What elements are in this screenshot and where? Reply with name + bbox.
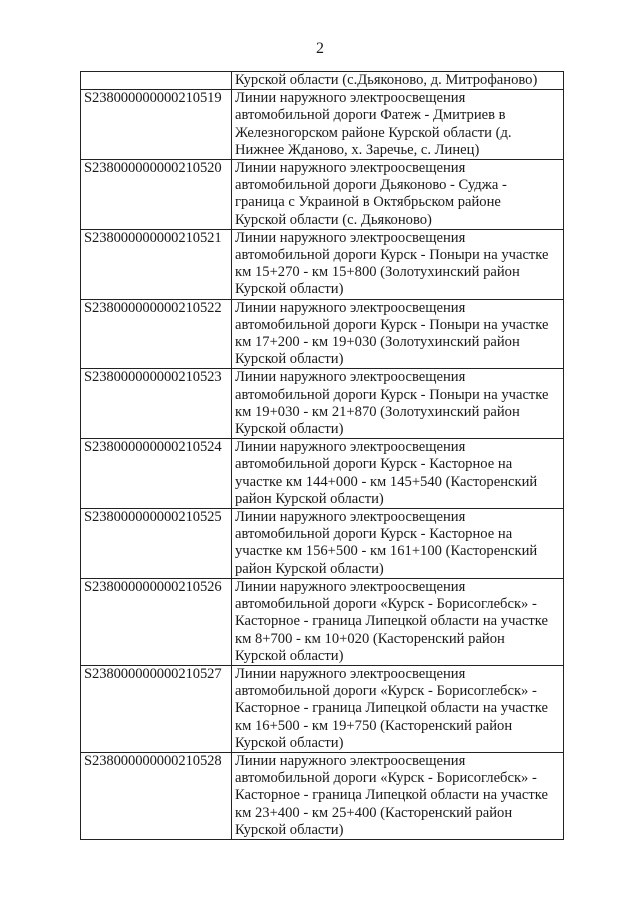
object-name-line: Линии наружного электроосвещения <box>235 90 466 107</box>
table-row <box>81 752 564 839</box>
object-name-cell <box>232 439 564 509</box>
object-name-line: участке км 156+500 - км 161+100 (Касторенский <box>235 543 538 560</box>
object-name-line: Курской области (с.Дьяконово, д. Митрофаново) <box>235 72 538 88</box>
object-name-line: Линии наружного электроосвещения <box>235 229 466 246</box>
object-name-line: Линии наружного электроосвещения <box>235 299 466 316</box>
object-name-line: Курской области) <box>235 351 344 368</box>
object-name-line: Линии наружного электроосвещения <box>235 439 466 456</box>
object-name-line: автомобильной дороги Курск - Касторное на <box>235 456 513 473</box>
table-row <box>81 299 564 369</box>
object-name-line: район Курской области) <box>235 560 384 577</box>
table-row <box>81 369 564 439</box>
object-name-line: км 19+030 - км 21+870 (Золотухинский район <box>235 403 520 420</box>
object-name-line: Курской области) <box>235 647 344 664</box>
object-id-cell: S238000000000210524 <box>81 439 232 509</box>
registry-table-body <box>81 72 564 840</box>
table-row <box>81 160 564 230</box>
object-name-line: Касторное - граница Липецкой области на участке <box>235 787 548 804</box>
table-row <box>81 665 564 752</box>
object-name-line: автомобильной дороги «Курск - Борисоглебск» - <box>235 770 537 787</box>
object-name-cell <box>232 299 564 369</box>
object-name-line: автомобильной дороги Курск - Касторное на <box>235 526 513 543</box>
object-id-cell: S238000000000210521 <box>81 229 232 299</box>
object-name-line: Касторное - граница Липецкой области на участке <box>235 613 548 630</box>
object-name-line: км 8+700 - км 10+020 (Касторенский район <box>235 630 505 647</box>
object-name-line: автомобильной дороги «Курск - Борисоглебск» - <box>235 596 537 613</box>
object-id-cell <box>81 72 232 90</box>
object-name-line: км 23+400 - км 25+400 (Касторенский район <box>235 804 513 821</box>
object-name-line: автомобильной дороги Фатеж - Дмитриев в <box>235 107 506 124</box>
object-name-cell <box>232 578 564 665</box>
object-name-line: Линии наружного электроосвещения <box>235 665 466 682</box>
table-row <box>81 72 564 90</box>
table-row <box>81 90 564 160</box>
object-name-line: Линии наружного электроосвещения <box>235 578 466 595</box>
object-name-line: км 15+270 - км 15+800 (Золотухинский район <box>235 264 520 281</box>
object-name-line: км 17+200 - км 19+030 (Золотухинский район <box>235 334 520 351</box>
object-id-cell: S238000000000210520 <box>81 160 232 230</box>
object-name-cell <box>232 229 564 299</box>
object-name-line: Курской области) <box>235 821 344 838</box>
registry-table <box>80 71 564 840</box>
object-name-line: участке км 144+000 - км 145+540 (Касторенский <box>235 473 538 490</box>
object-name-cell <box>232 160 564 230</box>
object-id-cell: S238000000000210525 <box>81 509 232 579</box>
object-name-line: район Курской области) <box>235 490 384 507</box>
object-name-line: Курской области) <box>235 734 344 751</box>
object-id-cell: S238000000000210519 <box>81 90 232 160</box>
table-row <box>81 509 564 579</box>
object-id-cell: S238000000000210522 <box>81 299 232 369</box>
page-number: 2 <box>316 40 324 57</box>
object-name-cell <box>232 665 564 752</box>
object-name-line: автомобильной дороги Курск - Поныри на участке <box>235 247 549 264</box>
object-id-cell: S238000000000210527 <box>81 665 232 752</box>
object-name-cell <box>232 369 564 439</box>
object-name-line: Касторное - граница Липецкой области на участке <box>235 700 548 717</box>
object-name-line: Курской области (с. Дьяконово) <box>235 211 432 228</box>
object-name-line: Железногорском районе Курской области (д. <box>235 124 512 141</box>
object-name-line: Линии наружного электроосвещения <box>235 369 466 386</box>
object-name-cell <box>232 752 564 839</box>
object-name-line: Курской области) <box>235 281 344 298</box>
object-name-line: Линии наружного электроосвещения <box>235 509 466 526</box>
object-name-line: автомобильной дороги Курск - Поныри на участке <box>235 386 549 403</box>
object-name-line: Линии наружного электроосвещения <box>235 160 466 177</box>
table-row <box>81 578 564 665</box>
object-name-line: автомобильной дороги Дьяконово - Суджа - <box>235 177 507 194</box>
object-name-cell <box>232 72 564 90</box>
object-name-line: км 16+500 - км 19+750 (Касторенский район <box>235 717 513 734</box>
object-name-cell <box>232 90 564 160</box>
object-id-cell: S238000000000210526 <box>81 578 232 665</box>
object-id-cell: S238000000000210523 <box>81 369 232 439</box>
table-row <box>81 229 564 299</box>
object-id-cell: S238000000000210528 <box>81 752 232 839</box>
object-name-line: автомобильной дороги «Курск - Борисоглебск» - <box>235 683 537 700</box>
object-name-line: Линии наружного электроосвещения <box>235 752 466 769</box>
object-name-line: автомобильной дороги Курск - Поныри на участке <box>235 316 549 333</box>
object-name-line: Курской области) <box>235 421 344 438</box>
table-row <box>81 439 564 509</box>
object-name-line: Нижнее Жданово, х. Заречье, с. Линец) <box>235 141 480 158</box>
object-name-line: граница с Украиной в Октябрьском районе <box>235 194 501 211</box>
object-name-cell <box>232 509 564 579</box>
